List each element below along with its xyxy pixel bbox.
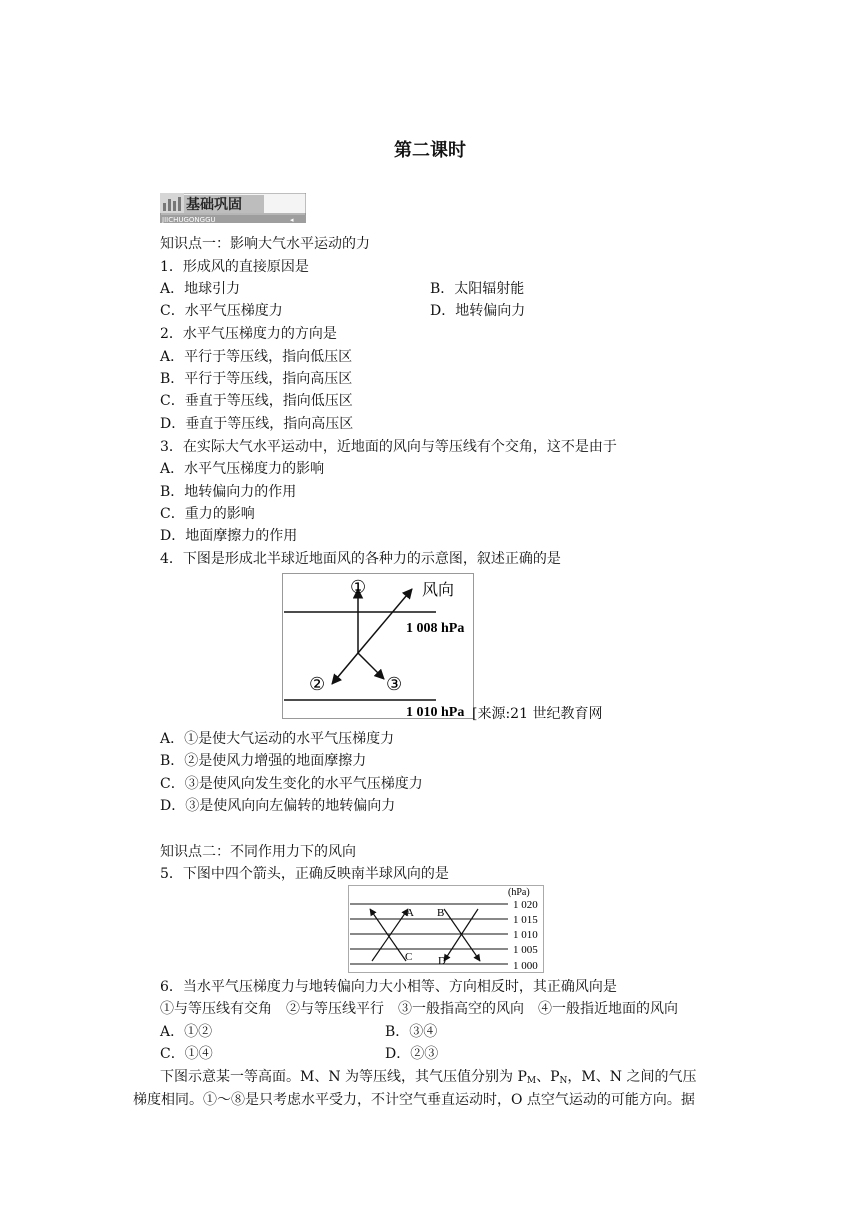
q5-stem: 5．下图中四个箭头，正确反映南半球风向的是 xyxy=(160,866,449,882)
q1-stem: 1．形成风的直接原因是 xyxy=(160,259,309,275)
label-d: D xyxy=(438,955,446,967)
q4-option-a: A．①是使大气运动的水平气压梯度力 xyxy=(160,731,395,747)
label-wind: 风向 xyxy=(422,580,455,599)
subscript-m: M xyxy=(526,1076,537,1086)
q6-option-b: B．③④ xyxy=(385,1024,438,1040)
label-a: A xyxy=(406,907,414,919)
q4-option-b: B．②是使风力增强的地面摩擦力 xyxy=(160,753,367,769)
page-title: 第二课时 xyxy=(394,140,466,161)
q2-option-b: B．平行于等压线，指向高压区 xyxy=(160,371,353,387)
unit-label: (hPa) xyxy=(508,887,530,898)
q3-stem: 3．在实际大气水平运动中，近地面的风向与等压线有个交角，这不是由于 xyxy=(160,439,617,455)
banner-graphic xyxy=(160,193,306,223)
label-iso-top: 1 008 hPa xyxy=(406,621,465,636)
q2-option-d: D．垂直于等压线，指向高压区 xyxy=(160,416,354,432)
section-heading-2: 知识点二：不同作用力下的风向 xyxy=(160,844,356,860)
force-diagram-svg xyxy=(282,573,474,719)
q6-option-a: A．①② xyxy=(160,1024,213,1040)
value-1000: 1 000 xyxy=(513,960,538,972)
q4-option-c: C．③是使风向发生变化的水平气压梯度力 xyxy=(160,776,423,792)
value-1005: 1 005 xyxy=(513,944,538,956)
q4-stem: 4．下图是形成北半球近地面风的各种力的示意图，叙述正确的是 xyxy=(160,551,561,567)
q4-option-d: D．③是使风向向左偏转的地转偏向力 xyxy=(160,798,396,814)
value-1020: 1 020 xyxy=(513,899,538,911)
q3-option-d: D．地面摩擦力的作用 xyxy=(160,528,298,544)
subscript-n: N xyxy=(559,1076,568,1086)
paragraph-line-2: 梯度相同。①～⑧是只考虑水平受力，不计空气垂直运动时，O 点空气运动的可能方向。据 xyxy=(133,1092,695,1108)
paragraph-line-1 xyxy=(160,1068,696,1090)
q3-option-c: C．重力的影响 xyxy=(160,506,255,522)
banner-main-text: 基础巩固 xyxy=(186,197,242,213)
q1-option-d: D．地转偏向力 xyxy=(430,303,526,319)
q5-isobar-diagram xyxy=(348,885,544,973)
q6-option-d: D．②③ xyxy=(385,1046,439,1062)
q4-source-note: [来源:21 世纪教育网 xyxy=(472,706,603,722)
arrow-left-icon: ◂ xyxy=(290,216,294,223)
paragraph-sep: 、P xyxy=(536,1069,560,1085)
section-heading-1: 知识点一：影响大气水平运动的力 xyxy=(160,236,370,252)
value-1015: 1 015 xyxy=(513,914,538,926)
q2-option-a: A．平行于等压线，指向低压区 xyxy=(160,349,353,365)
label-3: ③ xyxy=(386,674,403,695)
section-banner xyxy=(160,193,306,223)
label-1: ① xyxy=(350,577,367,598)
q6-stem: 6．当水平气压梯度力与地转偏向力大小相等、方向相反时，其正确风向是 xyxy=(160,979,617,995)
q2-stem: 2．水平气压梯度力的方向是 xyxy=(160,326,337,342)
label-iso-bottom: 1 010 hPa xyxy=(406,705,465,719)
q2-option-c: C．垂直于等压线，指向低压区 xyxy=(160,393,353,409)
q4-force-diagram xyxy=(282,573,474,719)
paragraph-line-1-b: ，M、N 之间的气压 xyxy=(567,1069,697,1085)
q3-option-a: A．水平气压梯度力的影响 xyxy=(160,461,325,477)
label-b: B xyxy=(437,907,445,919)
paragraph-line-1-a: 下图示意某一等高面。M、N 为等压线，其气压值分别为 P xyxy=(160,1069,527,1085)
q1-option-c: C．水平气压梯度力 xyxy=(160,303,283,319)
banner-sub-text: JIICHUGONGGU xyxy=(162,216,216,223)
q6-items: ①与等压线有交角 ②与等压线平行 ③一般指高空的风向 ④一般指近地面的风向 xyxy=(160,1001,678,1017)
q6-option-c: C．①④ xyxy=(160,1046,213,1062)
label-c: C xyxy=(405,951,413,963)
value-1010: 1 010 xyxy=(513,929,538,941)
q3-option-b: B．地转偏向力的作用 xyxy=(160,484,297,500)
q1-option-a: A．地球引力 xyxy=(160,281,241,297)
isobar-diagram-svg xyxy=(348,885,544,973)
label-2: ② xyxy=(309,674,326,695)
q1-option-b: B．太阳辐射能 xyxy=(430,281,525,297)
